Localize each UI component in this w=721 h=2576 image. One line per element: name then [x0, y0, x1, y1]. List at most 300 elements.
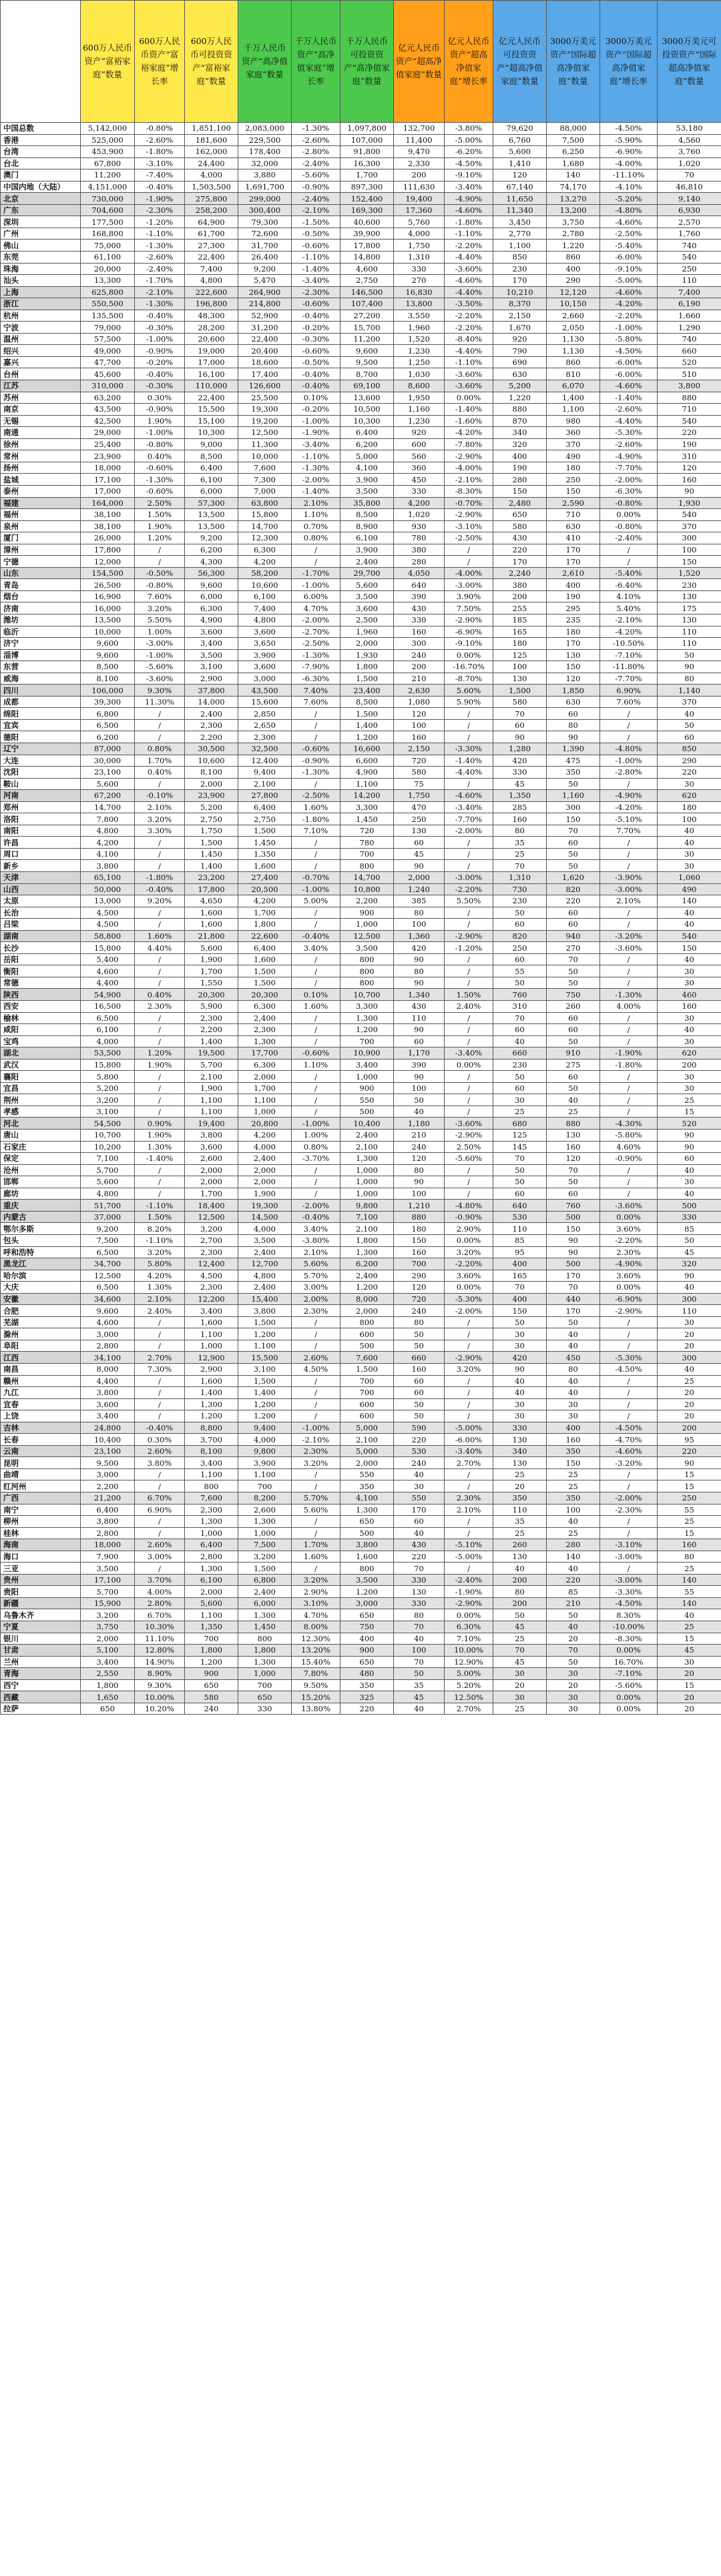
- value-cell: 13,200: [547, 204, 600, 216]
- value-cell: /: [135, 1527, 185, 1539]
- region-name-cell: 广西: [1, 1492, 81, 1504]
- value-cell: 2,150: [394, 743, 445, 755]
- value-cell: /: [135, 1387, 185, 1399]
- region-name-cell: 保定: [1, 1153, 81, 1165]
- value-cell: 700: [394, 1258, 445, 1270]
- value-cell: 460: [658, 989, 721, 1001]
- region-name-cell: 岳阳: [1, 953, 81, 965]
- value-cell: 20,600: [185, 333, 238, 345]
- region-name-cell: 宁波: [1, 322, 81, 334]
- value-cell: 3.90%: [445, 590, 493, 602]
- value-cell: 5.60%: [292, 1258, 340, 1270]
- value-cell: -3.40%: [445, 181, 493, 193]
- value-cell: /: [292, 848, 340, 860]
- value-cell: 2,780: [547, 228, 600, 240]
- value-cell: 3,300: [340, 1001, 394, 1013]
- value-cell: -4.40%: [445, 345, 493, 357]
- value-cell: 3,400: [81, 1656, 135, 1668]
- value-cell: 6,100: [185, 474, 238, 486]
- value-cell: 3,900: [238, 1457, 292, 1469]
- value-cell: 650: [185, 1679, 238, 1691]
- value-cell: 3.20%: [445, 1363, 493, 1375]
- value-cell: 67,800: [81, 157, 135, 169]
- value-cell: 6.30%: [445, 1621, 493, 1633]
- value-cell: 2,100: [340, 1223, 394, 1235]
- value-cell: -11.10%: [600, 169, 658, 181]
- region-name-cell: 西宁: [1, 1679, 81, 1691]
- value-cell: /: [445, 1024, 493, 1036]
- value-cell: 2,000: [238, 1176, 292, 1188]
- city-row: [1, 1270, 721, 1282]
- header-affluent-investable: 600万人民币可投资资产“富裕家庭”数量: [185, 1, 238, 123]
- value-cell: -7.10%: [600, 649, 658, 661]
- value-cell: 2,240: [493, 567, 547, 579]
- value-cell: 12,500: [238, 427, 292, 439]
- value-cell: -1.00%: [292, 579, 340, 591]
- region-name-cell: 宜宾: [1, 719, 81, 731]
- value-cell: 11.10%: [135, 1633, 185, 1645]
- value-cell: /: [292, 1410, 340, 1422]
- value-cell: 120: [493, 169, 547, 181]
- value-cell: 40,600: [340, 216, 394, 228]
- value-cell: 220: [547, 895, 600, 907]
- value-cell: 2,700: [185, 1234, 238, 1246]
- value-cell: 55: [493, 965, 547, 977]
- value-cell: 540: [658, 252, 721, 264]
- value-cell: 8,700: [340, 368, 394, 380]
- value-cell: 29,000: [81, 427, 135, 439]
- value-cell: /: [600, 837, 658, 849]
- value-cell: 330: [493, 767, 547, 779]
- value-cell: 170: [547, 544, 600, 556]
- value-cell: 600: [340, 1328, 394, 1340]
- value-cell: 620: [658, 790, 721, 802]
- value-cell: -8.70%: [445, 673, 493, 685]
- value-cell: 160: [547, 1141, 600, 1153]
- province-row: [1, 1422, 721, 1434]
- value-cell: 14,200: [340, 790, 394, 802]
- value-cell: 1,300: [340, 1504, 394, 1516]
- value-cell: 125: [493, 1130, 547, 1142]
- value-cell: 7.80%: [292, 1668, 340, 1680]
- value-cell: 90: [394, 1071, 445, 1083]
- province-row: [1, 1445, 721, 1457]
- value-cell: 2,400: [340, 1130, 394, 1142]
- value-cell: -2.90%: [445, 509, 493, 521]
- value-cell: 4,200: [238, 1130, 292, 1142]
- value-cell: /: [135, 1468, 185, 1480]
- value-cell: 20: [658, 1691, 721, 1703]
- value-cell: 3,650: [238, 638, 292, 650]
- city-row: [1, 919, 721, 931]
- value-cell: 500: [547, 1258, 600, 1270]
- value-cell: 30: [547, 1410, 600, 1422]
- value-cell: 150: [547, 661, 600, 673]
- value-cell: 30: [547, 1668, 600, 1680]
- value-cell: 6,300: [238, 1001, 292, 1013]
- value-cell: 50,000: [81, 883, 135, 895]
- value-cell: 1,310: [493, 872, 547, 884]
- value-cell: 60: [493, 719, 547, 731]
- region-name-cell: 曲靖: [1, 1468, 81, 1480]
- value-cell: 430: [394, 1539, 445, 1551]
- value-cell: 20: [658, 1398, 721, 1410]
- value-cell: 20: [658, 1410, 721, 1422]
- value-cell: 260: [547, 1001, 600, 1013]
- value-cell: 25: [658, 1094, 721, 1106]
- value-cell: 15.20%: [292, 1691, 340, 1703]
- value-cell: /: [600, 1106, 658, 1118]
- value-cell: 6,500: [81, 1012, 135, 1024]
- value-cell: 1,800: [185, 1645, 238, 1657]
- value-cell: 8.90%: [135, 1668, 185, 1680]
- value-cell: -4.80%: [445, 1200, 493, 1212]
- value-cell: 1,410: [493, 157, 547, 169]
- value-cell: /: [600, 965, 658, 977]
- value-cell: 4.40%: [135, 942, 185, 954]
- value-cell: /: [445, 837, 493, 849]
- value-cell: 3,100: [81, 1106, 135, 1118]
- value-cell: 1,100: [238, 1094, 292, 1106]
- value-cell: -2.60%: [292, 134, 340, 146]
- value-cell: 4,200: [81, 837, 135, 849]
- region-name-cell: 东莞: [1, 252, 81, 264]
- value-cell: 3,400: [81, 1410, 135, 1422]
- value-cell: 1,200: [238, 1410, 292, 1422]
- value-cell: 2.90%: [445, 1223, 493, 1235]
- region-name-cell: 西安: [1, 1001, 81, 1013]
- value-cell: 295: [547, 602, 600, 614]
- value-cell: 13,500: [185, 509, 238, 521]
- value-cell: 48,300: [185, 310, 238, 322]
- value-cell: /: [445, 1398, 493, 1410]
- value-cell: 370: [547, 438, 600, 450]
- value-cell: 7.60%: [600, 696, 658, 708]
- region-name-cell: 咸阳: [1, 1024, 81, 1036]
- value-cell: 1,500: [185, 837, 238, 849]
- value-cell: 50: [547, 1176, 600, 1188]
- value-cell: 1.90%: [135, 1130, 185, 1142]
- value-cell: /: [135, 1340, 185, 1352]
- province-row: [1, 286, 721, 298]
- value-cell: -4.00%: [445, 567, 493, 579]
- value-cell: 20: [658, 1340, 721, 1352]
- value-cell: 40: [547, 1094, 600, 1106]
- value-cell: 1,100: [238, 1468, 292, 1480]
- value-cell: 1,300: [185, 1516, 238, 1528]
- region-name-cell: 泰州: [1, 485, 81, 497]
- city-row: [1, 1223, 721, 1235]
- value-cell: /: [292, 1035, 340, 1047]
- value-cell: -9.10%: [445, 169, 493, 181]
- value-cell: 2,000: [340, 638, 394, 650]
- value-cell: 5,700: [81, 1586, 135, 1598]
- value-cell: 0.80%: [292, 1141, 340, 1153]
- region-name-cell: 威海: [1, 673, 81, 685]
- value-cell: /: [600, 1035, 658, 1047]
- value-cell: 1,210: [394, 1200, 445, 1212]
- city-row: [1, 649, 721, 661]
- value-cell: 6,190: [658, 298, 721, 310]
- region-name-cell: 汕头: [1, 275, 81, 287]
- value-cell: 300: [658, 1293, 721, 1305]
- value-cell: /: [445, 1106, 493, 1118]
- value-cell: 130: [394, 825, 445, 837]
- value-cell: 0.00%: [600, 509, 658, 521]
- value-cell: 10,400: [340, 1118, 394, 1130]
- value-cell: 3,500: [185, 649, 238, 661]
- value-cell: 60: [547, 1071, 600, 1083]
- value-cell: 700: [238, 1480, 292, 1492]
- value-cell: 4,600: [81, 965, 135, 977]
- value-cell: 0.00%: [600, 1211, 658, 1223]
- value-cell: 1,750: [185, 825, 238, 837]
- value-cell: 27,300: [185, 240, 238, 252]
- value-cell: 1,200: [340, 1282, 394, 1294]
- value-cell: 2,400: [238, 1246, 292, 1258]
- value-cell: 235: [547, 614, 600, 626]
- value-cell: 50: [547, 977, 600, 989]
- value-cell: 9.50%: [292, 1679, 340, 1691]
- value-cell: 3,700: [185, 1434, 238, 1446]
- city-row: [1, 1434, 721, 1446]
- value-cell: 5,400: [81, 953, 135, 965]
- value-cell: 1,300: [340, 1012, 394, 1024]
- region-name-cell: 陕西: [1, 989, 81, 1001]
- value-cell: /: [292, 1071, 340, 1083]
- value-cell: 10.30%: [135, 1621, 185, 1633]
- value-cell: /: [135, 556, 185, 568]
- value-cell: /: [292, 965, 340, 977]
- value-cell: 53,500: [81, 1047, 135, 1059]
- value-cell: 57,500: [81, 333, 135, 345]
- value-cell: 25: [493, 1703, 547, 1715]
- value-cell: 1,500: [238, 977, 292, 989]
- value-cell: 290: [547, 275, 600, 287]
- value-cell: 6,400: [185, 1539, 238, 1551]
- value-cell: 780: [394, 532, 445, 544]
- value-cell: 60: [493, 1188, 547, 1200]
- value-cell: 400: [493, 450, 547, 462]
- value-cell: 1,300: [340, 1153, 394, 1165]
- value-cell: 50: [547, 965, 600, 977]
- value-cell: 1,000: [340, 1071, 394, 1083]
- value-cell: /: [135, 860, 185, 872]
- value-cell: 100: [493, 661, 547, 673]
- value-cell: 1,670: [493, 322, 547, 334]
- value-cell: /: [445, 1387, 493, 1399]
- region-name-cell: 南昌: [1, 1363, 81, 1375]
- region-name-cell: 临沂: [1, 626, 81, 638]
- value-cell: 180: [493, 638, 547, 650]
- value-cell: 80: [394, 1609, 445, 1621]
- region-name-cell: 唐山: [1, 1130, 81, 1142]
- value-cell: 640: [394, 579, 445, 591]
- value-cell: 385: [394, 895, 445, 907]
- value-cell: 30: [658, 1071, 721, 1083]
- value-cell: 1,600: [185, 1375, 238, 1387]
- value-cell: 30,500: [185, 743, 238, 755]
- value-cell: 25: [547, 1106, 600, 1118]
- value-cell: 3,600: [185, 1141, 238, 1153]
- value-cell: 2,150: [493, 310, 547, 322]
- value-cell: -5.10%: [600, 813, 658, 825]
- value-cell: 2,400: [340, 1270, 394, 1282]
- value-cell: -0.60%: [292, 1047, 340, 1059]
- value-cell: 40: [547, 1516, 600, 1528]
- value-cell: 2,083,000: [238, 123, 292, 135]
- value-cell: 10,300: [185, 427, 238, 439]
- city-row: [1, 485, 721, 497]
- value-cell: 30: [658, 848, 721, 860]
- value-cell: -1.70%: [292, 567, 340, 579]
- city-row: [1, 1316, 721, 1328]
- value-cell: 6,070: [547, 380, 600, 392]
- region-name-cell: 赣州: [1, 1375, 81, 1387]
- value-cell: 90: [658, 1130, 721, 1142]
- value-cell: 2,630: [394, 685, 445, 697]
- value-cell: 820: [493, 930, 547, 942]
- value-cell: 60: [394, 1375, 445, 1387]
- region-name-cell: 宁德: [1, 556, 81, 568]
- value-cell: 21,200: [81, 1492, 135, 1504]
- value-cell: 6,300: [238, 1059, 292, 1071]
- value-cell: 15,700: [340, 322, 394, 334]
- region-name-cell: 长沙: [1, 942, 81, 954]
- value-cell: 70: [547, 1282, 600, 1294]
- value-cell: 2.40%: [445, 1001, 493, 1013]
- header-hnw-households: 千万人民币资产“高净值家庭”数量: [238, 1, 292, 123]
- value-cell: -2.20%: [445, 1258, 493, 1270]
- value-cell: /: [445, 1012, 493, 1024]
- city-row: [1, 907, 721, 919]
- value-cell: 4.20%: [135, 1270, 185, 1282]
- value-cell: 190: [493, 462, 547, 474]
- value-cell: 7,600: [340, 1352, 394, 1364]
- value-cell: 170: [547, 556, 600, 568]
- value-cell: 1,620: [547, 872, 600, 884]
- value-cell: 70: [547, 1645, 600, 1657]
- region-name-cell: 厦门: [1, 532, 81, 544]
- city-row: [1, 1082, 721, 1094]
- value-cell: 580: [185, 1691, 238, 1703]
- value-cell: 1.90%: [135, 1059, 185, 1071]
- value-cell: -4.50%: [445, 157, 493, 169]
- value-cell: 280: [394, 556, 445, 568]
- value-cell: 160: [493, 813, 547, 825]
- value-cell: /: [135, 731, 185, 743]
- city-row: [1, 1234, 721, 1246]
- province-row: [1, 380, 721, 392]
- value-cell: -4.50%: [600, 123, 658, 135]
- value-cell: 220: [340, 1703, 394, 1715]
- value-cell: 70: [493, 1282, 547, 1294]
- city-row: [1, 602, 721, 614]
- value-cell: 38,100: [81, 509, 135, 521]
- value-cell: 200: [493, 590, 547, 602]
- value-cell: 1,300: [185, 1398, 238, 1410]
- value-cell: 2.70%: [445, 1703, 493, 1715]
- value-cell: 590: [394, 1422, 445, 1434]
- value-cell: 3.20%: [135, 1246, 185, 1258]
- value-cell: /: [600, 1527, 658, 1539]
- value-cell: 430: [394, 602, 445, 614]
- value-cell: 50: [493, 977, 547, 989]
- region-name-cell: 北京: [1, 193, 81, 205]
- value-cell: 10,800: [340, 883, 394, 895]
- value-cell: /: [600, 1071, 658, 1083]
- value-cell: -2.60%: [600, 438, 658, 450]
- value-cell: 550,500: [81, 298, 135, 310]
- value-cell: 1,060: [658, 872, 721, 884]
- value-cell: -2.20%: [600, 1234, 658, 1246]
- region-name-cell: 上海: [1, 286, 81, 298]
- region-name-cell: 香港: [1, 134, 81, 146]
- value-cell: /: [445, 731, 493, 743]
- value-cell: 400: [547, 1422, 600, 1434]
- value-cell: 1,290: [658, 322, 721, 334]
- value-cell: 1,130: [547, 345, 600, 357]
- city-row: [1, 837, 721, 849]
- region-name-cell: 宜春: [1, 1398, 81, 1410]
- value-cell: /: [292, 1398, 340, 1410]
- value-cell: 220: [547, 1574, 600, 1586]
- value-cell: 90: [658, 1141, 721, 1153]
- value-cell: 0.80%: [135, 743, 185, 755]
- value-cell: 3,800: [185, 1130, 238, 1142]
- value-cell: 360: [394, 462, 445, 474]
- value-cell: 40: [493, 1375, 547, 1387]
- value-cell: 4,800: [185, 275, 238, 287]
- region-name-cell: 山西: [1, 883, 81, 895]
- value-cell: -4.90%: [600, 450, 658, 462]
- value-cell: -0.60%: [135, 462, 185, 474]
- value-cell: 170: [547, 638, 600, 650]
- value-cell: 800: [185, 1480, 238, 1492]
- value-cell: 80: [394, 1164, 445, 1176]
- value-cell: -2.40%: [135, 263, 185, 275]
- value-cell: 430: [493, 532, 547, 544]
- value-cell: /: [600, 719, 658, 731]
- value-cell: /: [600, 1316, 658, 1328]
- value-cell: 25: [493, 1633, 547, 1645]
- city-row: [1, 228, 721, 240]
- value-cell: 3,800: [238, 1305, 292, 1317]
- value-cell: -0.80%: [135, 123, 185, 135]
- value-cell: 60: [394, 1035, 445, 1047]
- value-cell: 19,400: [185, 1118, 238, 1130]
- value-cell: 3,450: [493, 216, 547, 228]
- value-cell: 100: [547, 1504, 600, 1516]
- value-cell: -0.40%: [292, 930, 340, 942]
- value-cell: /: [135, 965, 185, 977]
- value-cell: -7.70%: [445, 813, 493, 825]
- value-cell: 160: [658, 1001, 721, 1013]
- value-cell: /: [445, 977, 493, 989]
- value-cell: 32,000: [238, 157, 292, 169]
- value-cell: 2,800: [81, 1527, 135, 1539]
- value-cell: 750: [340, 1621, 394, 1633]
- summary-row: [1, 134, 721, 146]
- city-row: [1, 895, 721, 907]
- value-cell: 4,200: [238, 895, 292, 907]
- value-cell: 1,340: [394, 989, 445, 1001]
- value-cell: 2,770: [493, 228, 547, 240]
- value-cell: 11,300: [238, 438, 292, 450]
- value-cell: 940: [547, 930, 600, 942]
- value-cell: 5,200: [81, 1082, 135, 1094]
- value-cell: 31,200: [238, 322, 292, 334]
